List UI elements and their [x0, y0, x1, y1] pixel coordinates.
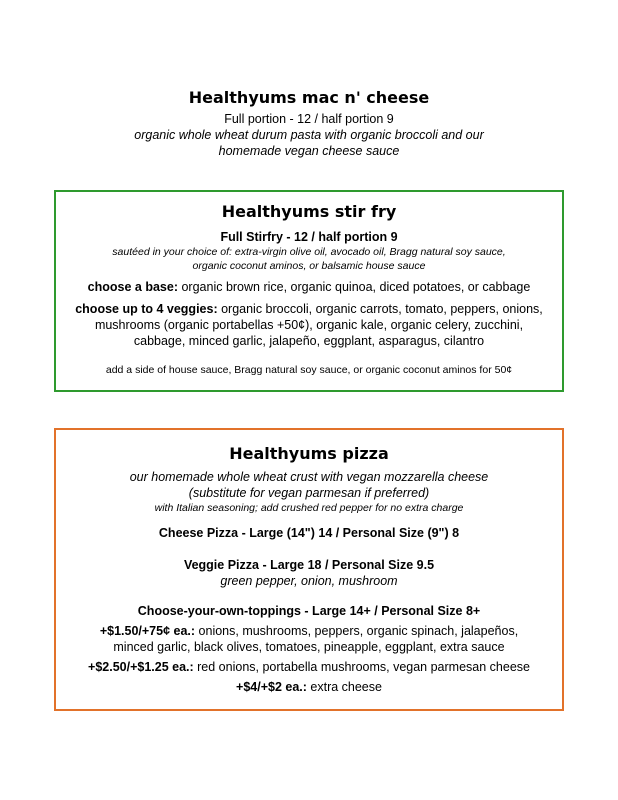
stirfry-veggies — [62, 301, 556, 349]
stirfry-veg-text-3: cabbage, minced garlic, jalapeño, eggplant, asparagus, cilantro — [133, 334, 485, 348]
mac-title: Healthyums mac n' cheese — [188, 88, 430, 107]
pizza-tier3-text: extra cheese — [306, 680, 382, 694]
pizza-seasoning: with Italian seasoning; add crushed red pepper for no extra charge — [154, 502, 464, 514]
stirfry-title: Healthyums stir fry — [221, 202, 397, 221]
mac-desc-2: homemade vegan cheese sauce — [218, 144, 400, 158]
stirfry-oil-1: sautéed in your choice of: extra-virgin olive oil, avocado oil, Bragg natural soy sauce, — [112, 246, 506, 258]
mac-section — [0, 88, 618, 159]
pizza-tier2 — [62, 659, 556, 675]
stirfry-base-text: organic brown rice, organic quinoa, diced potatoes, or cabbage — [178, 280, 531, 294]
stirfry-section — [54, 190, 564, 392]
stirfry-veg-label: choose up to 4 veggies: — [75, 302, 218, 316]
stirfry-base — [62, 279, 556, 295]
pizza-title: Healthyums pizza — [229, 444, 389, 463]
stirfry-base-label: choose a base: — [87, 280, 178, 294]
pizza-tier3-label: +$4/+$2 ea.: — [236, 680, 307, 694]
pizza-custom: Choose-your-own-toppings - Large 14+ / Personal Size 8+ — [137, 604, 481, 618]
mac-desc-1: organic whole wheat durum pasta with organic broccoli and our — [134, 128, 484, 142]
pizza-desc-1: our homemade whole wheat crust with vegan mozzarella cheese — [129, 470, 489, 484]
pizza-veggie-desc: green pepper, onion, mushroom — [220, 574, 398, 588]
pizza-tier2-label: +$2.50/+$1.25 ea.: — [88, 660, 194, 674]
pizza-veggie: Veggie Pizza - Large 18 / Personal Size 9.5 — [183, 558, 435, 572]
stirfry-side: add a side of house sauce, Bragg natural soy sauce, or organic coconut aminos for 50¢ — [105, 364, 513, 376]
pizza-tier3 — [62, 679, 556, 695]
stirfry-price: Full Stirfry - 12 / half portion 9 — [220, 230, 398, 244]
pizza-tier1-text-2: minced garlic, black olives, tomatoes, pineapple, eggplant, extra sauce — [113, 640, 505, 654]
stirfry-oil-2: organic coconut aminos, or balsamic house sauce — [192, 260, 426, 272]
pizza-tier1-text-1: onions, mushrooms, peppers, organic spinach, jalapeños, — [195, 624, 519, 638]
pizza-desc-2: (substitute for vegan parmesan if preferred) — [188, 486, 430, 500]
pizza-tier1 — [62, 623, 556, 655]
stirfry-veg-text-2: mushrooms (organic portabellas +50¢), organic kale, organic celery, zucchini, — [94, 318, 524, 332]
stirfry-veg-text-1: organic broccoli, organic carrots, tomato, peppers, onions, — [217, 302, 543, 316]
mac-price: Full portion - 12 / half portion 9 — [224, 112, 394, 126]
pizza-tier2-text: red onions, portabella mushrooms, vegan parmesan cheese — [193, 660, 530, 674]
pizza-cheese: Cheese Pizza - Large (14") 14 / Personal Size (9") 8 — [158, 526, 460, 540]
pizza-tier1-label: +$1.50/+75¢ ea.: — [99, 624, 196, 638]
pizza-section — [54, 428, 564, 711]
